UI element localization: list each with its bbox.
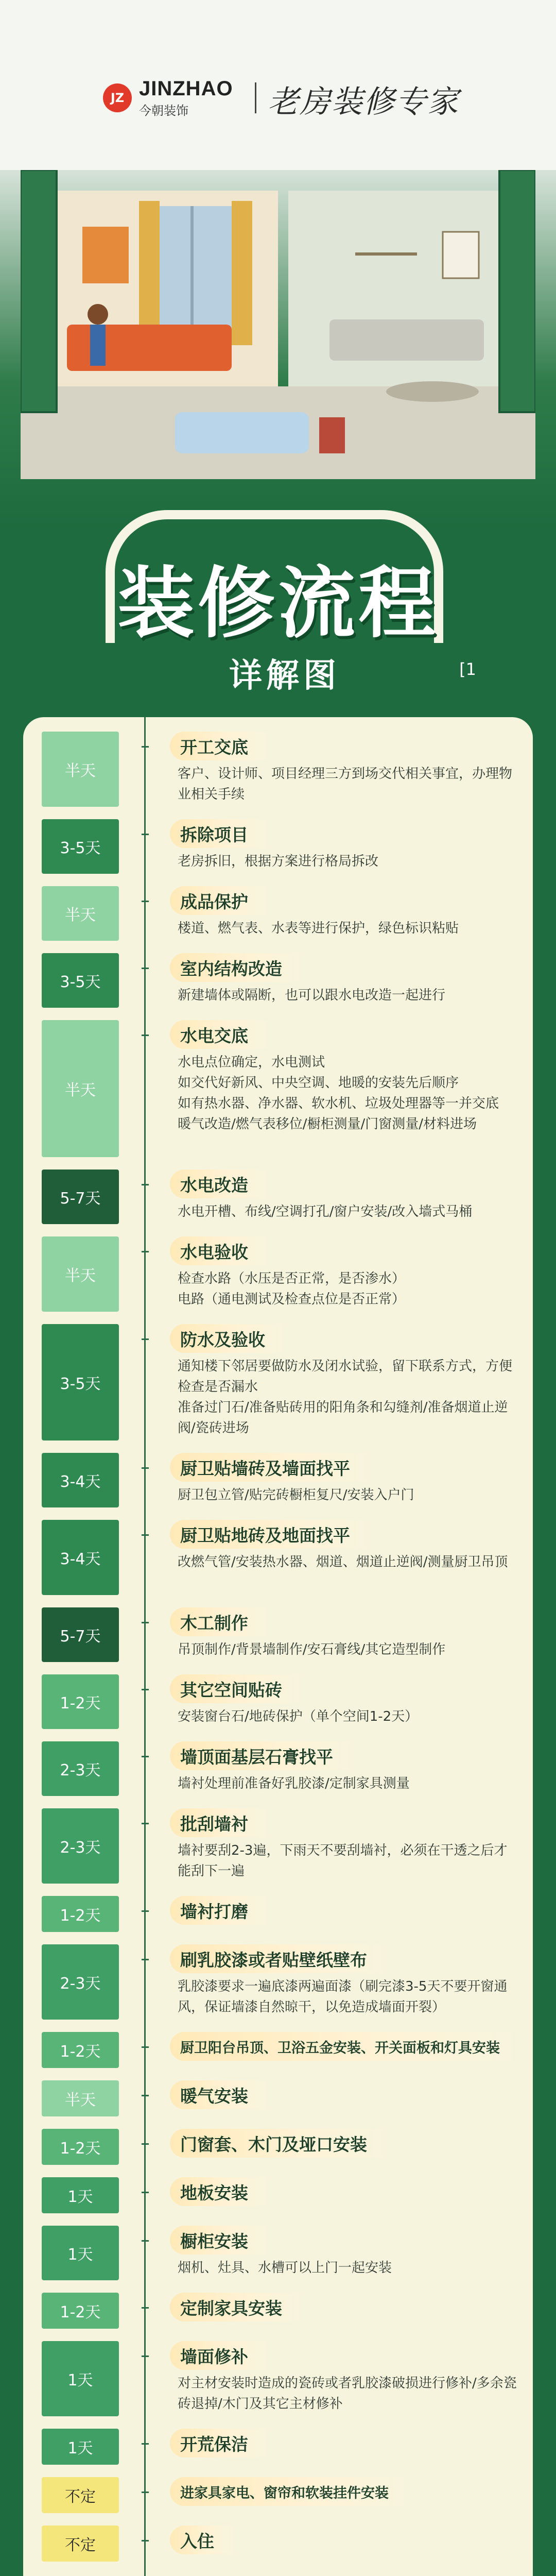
step-title: 水电改造 — [170, 1170, 269, 1198]
step-title: 刷乳胶漆或者贴壁纸壁布 — [170, 1944, 388, 1973]
process-panel — [23, 717, 533, 2576]
step-title: 进家具家电、窗帘和软装挂件安装 — [170, 2477, 409, 2506]
step-row — [23, 886, 533, 941]
timeline-tick — [142, 2143, 149, 2145]
step-row — [23, 2226, 533, 2280]
step-title: 入住 — [170, 2526, 235, 2554]
step-row — [23, 2080, 533, 2116]
timeline-tick — [142, 2355, 149, 2357]
step-title: 水电验收 — [170, 1236, 269, 1265]
brand-slogan: 老房装修专家 — [268, 84, 459, 120]
timeline-tick — [142, 2443, 149, 2445]
step-title: 门窗套、木门及垭口安装 — [170, 2129, 388, 2158]
step-row — [23, 1236, 533, 1312]
step-title: 暖气安装 — [170, 2080, 269, 2109]
right-picture — [443, 232, 479, 278]
logo-text — [139, 77, 233, 118]
foreground-chair — [319, 417, 345, 453]
right-door-panel — [499, 170, 535, 412]
step-description: 安装窗台石/地砖保护（单个空间1-2天） — [178, 1709, 419, 1724]
step-title: 水电交底 — [170, 1020, 269, 1049]
step-description: 吊顶制作/背景墙制作/安石膏线/其它造型制作 — [178, 1642, 446, 1657]
step-row — [23, 2429, 533, 2465]
step-title: 成品保护 — [170, 886, 269, 915]
step-row — [23, 1607, 533, 1662]
step-row — [23, 1808, 533, 1884]
timeline-tick — [142, 2192, 149, 2193]
logo-mark: JZ — [103, 83, 132, 112]
step-description: 水电开槽、布线/空调打孔/窗户安装/改入墙式马桶 — [178, 1204, 473, 1219]
step-row — [23, 2477, 533, 2513]
page-subtitle: 详解图 — [229, 657, 340, 695]
curtain-left — [139, 201, 160, 345]
timeline-tick — [142, 746, 149, 748]
step-title: 批刮墙衬 — [170, 1808, 269, 1837]
step-description: 通知楼下邻居要做防水及闭水试验，留下联系方式，方便检查是否漏水 准备过门石/准备贴砖用的阳角条和勾缝剂/准备烟道止逆阀/瓷砖进场 — [178, 1359, 513, 1436]
step-duration-badge: 1-2天 — [42, 1674, 119, 1729]
step-duration-badge: 2-3天 — [42, 1944, 119, 2020]
step-description: 厨卫包立管/贴完砖橱柜复尺/安装入户门 — [178, 1487, 414, 1503]
timeline-tick — [142, 1910, 149, 1912]
step-row — [23, 2293, 533, 2329]
step-row — [23, 2129, 533, 2165]
timeline-tick — [142, 1338, 149, 1340]
timeline-tick — [142, 1622, 149, 1623]
step-title: 防水及验收 — [170, 1324, 286, 1353]
step-row — [23, 819, 533, 874]
step-description: 烟机、灶具、水槽可以上门一起安装 — [178, 2260, 392, 2276]
timeline-tick — [142, 1251, 149, 1252]
step-duration-badge: 5-7天 — [42, 1170, 119, 1224]
step-description: 墙衬处理前准备好乳胶漆/定制家具测量 — [178, 1776, 410, 1791]
step-row — [23, 1896, 533, 1932]
step-row — [23, 1944, 533, 2020]
step-description: 水电点位确定，水电测试 如交代好新风、中央空调、地暖的安装先后顺序 如有热水器、净水器、软水机、垃圾处理器等一并交底 暖气改造/燃气表移位/橱柜测量/门窗测量/材料进场 — [178, 1055, 499, 1132]
step-duration-badge: 1天 — [42, 2226, 119, 2280]
step-duration-badge: 1天 — [42, 2177, 119, 2213]
person-head — [88, 304, 108, 325]
timeline-tick — [142, 968, 149, 969]
step-title: 墙衬打磨 — [170, 1896, 269, 1925]
step-title: 墙顶面基层石膏找平 — [170, 1741, 354, 1770]
left-door-panel — [21, 170, 57, 412]
step-duration-badge: 1-2天 — [42, 2129, 119, 2165]
step-duration-badge: 1天 — [42, 2429, 119, 2465]
step-duration-badge: 不定 — [42, 2477, 119, 2513]
timeline-tick — [142, 1035, 149, 1036]
step-duration-badge: 半天 — [42, 2080, 119, 2116]
step-duration-badge: 不定 — [42, 2526, 119, 2562]
step-duration-badge: 1-2天 — [42, 1896, 119, 1932]
timeline-tick — [142, 1756, 149, 1757]
step-duration-badge: 3-4天 — [42, 1453, 119, 1507]
step-row — [23, 732, 533, 807]
step-title: 开工交底 — [170, 732, 269, 760]
step-duration-badge: 半天 — [42, 886, 119, 941]
step-row — [23, 1741, 533, 1796]
step-row — [23, 2177, 533, 2213]
timeline-tick — [142, 1689, 149, 1690]
step-description: 新建墙体或隔断，也可以跟水电改造一起进行 — [178, 988, 446, 1003]
step-row — [23, 953, 533, 1008]
step-row — [23, 1324, 533, 1440]
step-description: 检查水路（水压是否正常，是否渗水） 电路（通电测试及检查点位是否正常） — [178, 1271, 406, 1307]
left-window — [160, 206, 232, 340]
step-duration-badge: 半天 — [42, 732, 119, 807]
step-row — [23, 1170, 533, 1224]
timeline-tick — [142, 1959, 149, 1960]
step-title: 其它空间贴砖 — [170, 1674, 303, 1703]
brand-name-cn: 今朝装饰 — [139, 104, 188, 118]
step-row — [23, 1520, 533, 1595]
step-row — [23, 1020, 533, 1157]
step-title: 墙面修补 — [170, 2341, 269, 2370]
step-duration-badge: 2-3天 — [42, 1741, 119, 1796]
grey-sofa — [329, 319, 484, 361]
step-description: 改燃气管/安装热水器、烟道、烟道止逆阀/测量厨卫吊顶 — [178, 1554, 508, 1570]
wall-picture — [82, 227, 129, 283]
timeline-tick — [142, 2540, 149, 2541]
step-title: 厨卫阳台吊顶、卫浴五金安装、开关面板和灯具安装 — [170, 2032, 520, 2061]
window-mullion — [190, 206, 194, 340]
step-duration-badge: 1-2天 — [42, 2032, 119, 2068]
step-duration-badge: 3-5天 — [42, 819, 119, 874]
step-row — [23, 2032, 533, 2068]
step-duration-badge: 1天 — [42, 2341, 119, 2416]
step-duration-badge: 1-2天 — [42, 2293, 119, 2329]
step-title: 地板安装 — [170, 2177, 269, 2206]
wall-shelf — [355, 252, 417, 256]
hero-section — [0, 0, 556, 531]
timeline-tick — [142, 2046, 149, 2048]
person-body — [90, 325, 106, 366]
step-duration-badge: 2-3天 — [42, 1808, 119, 1884]
step-title: 拆除项目 — [170, 819, 269, 848]
timeline-tick — [142, 1534, 149, 1536]
step-title: 木工制作 — [170, 1607, 269, 1636]
step-title: 橱柜安装 — [170, 2226, 269, 2255]
step-description: 老房拆旧，根据方案进行格局拆改 — [178, 854, 379, 869]
step-description: 乳胶漆要求一遍底漆两遍面漆（刷完漆3-5天不要开窗通风，保证墙漆自然晾干，以免造成墙面开裂） — [178, 1979, 508, 2015]
step-description: 对主材安装时造成的瓷砖或者乳胶漆破损进行修补/多余瓷砖退掉/木门及其它主材修补 — [178, 2376, 517, 2412]
step-row — [23, 2341, 533, 2416]
step-description: 客户、设计师、项目经理三方到场交代相关事宜，办理物业相关手续 — [178, 766, 513, 802]
step-duration-badge: 半天 — [42, 1236, 119, 1312]
step-title: 定制家具安装 — [170, 2293, 303, 2321]
step-duration-badge: 3-5天 — [42, 953, 119, 1008]
step-description: 墙衬要刮2-3遍，下雨天不要刮墙衬，必须在干透之后才能刮下一遍 — [178, 1843, 508, 1879]
room-illustration — [21, 170, 535, 479]
step-duration-badge: 半天 — [42, 1020, 119, 1157]
timeline-tick — [142, 2095, 149, 2096]
timeline-tick — [142, 1184, 149, 1185]
brand-logo — [103, 77, 233, 118]
timeline-tick — [142, 2492, 149, 2493]
step-row — [23, 1674, 533, 1729]
page-title: 装修流程 — [117, 559, 439, 649]
step-row — [23, 2526, 533, 2562]
page-tag: [1 — [459, 659, 476, 679]
brand-name-en: JINZHAO — [139, 77, 233, 100]
timeline-tick — [142, 2240, 149, 2242]
step-duration-badge: 3-4天 — [42, 1520, 119, 1595]
step-duration-badge: 3-5天 — [42, 1324, 119, 1440]
step-title: 室内结构改造 — [170, 953, 303, 982]
timeline-tick — [142, 1467, 149, 1469]
timeline-tick — [142, 901, 149, 902]
timeline-tick — [142, 834, 149, 835]
step-title: 开荒保洁 — [170, 2429, 269, 2458]
step-title: 厨卫贴地砖及地面找平 — [170, 1520, 371, 1549]
step-duration-badge: 5-7天 — [42, 1607, 119, 1662]
step-title: 厨卫贴墙砖及墙面找平 — [170, 1453, 371, 1482]
step-description: 楼道、燃气表、水表等进行保护，绿色标识粘贴 — [178, 921, 459, 936]
curtain-right — [232, 201, 252, 345]
logo-divider — [255, 82, 256, 113]
timeline-tick — [142, 2307, 149, 2309]
rug — [386, 381, 479, 402]
step-row — [23, 1453, 533, 1507]
foreground-sofa — [175, 412, 309, 453]
timeline-tick — [142, 1823, 149, 1824]
